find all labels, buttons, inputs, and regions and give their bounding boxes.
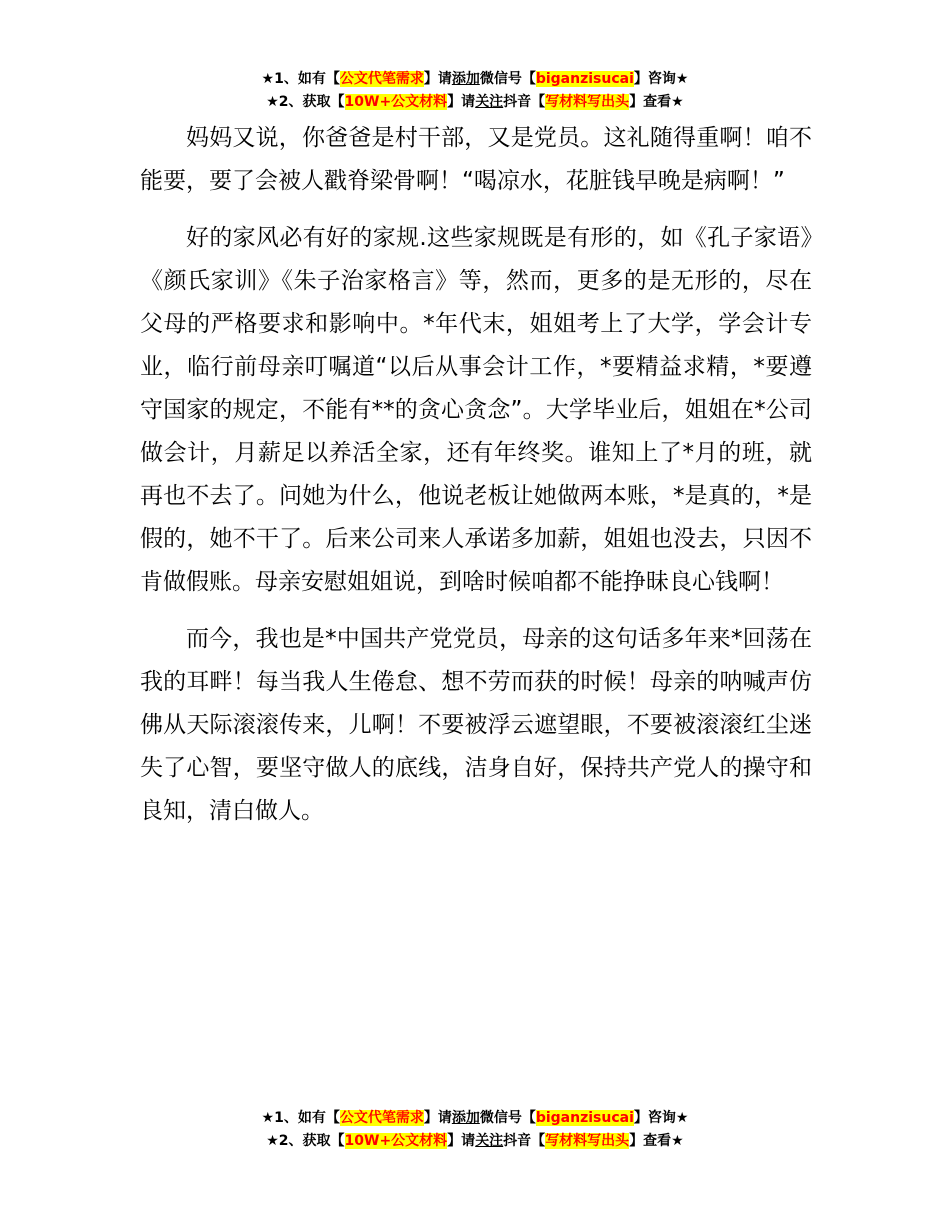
banner-highlight: 写材料写出头 (545, 1133, 630, 1149)
banner-underlined-text: 添加 (451, 1110, 480, 1126)
banner-text: 微信号【 (479, 1110, 536, 1126)
banner-text: 】请 (447, 1133, 476, 1149)
banner-text: 抖音【 (503, 1133, 546, 1149)
paragraph-3: 而今，我也是*中国共产党党员，母亲的这句话多年来*回荡在我的耳畔！每当我人生倦怠、想不劳而获的时候！母亲的呐喊声仿佛从天际滚滚传来，儿啊！不要被浮云遮望眼，不要被滚滚红尘迷失了心智，要坚守做人的底线，洁身自好，保持共产党人的操守和良知，清白做人。 (140, 626, 812, 824)
banner-highlight: 10W+公文材料 (344, 94, 448, 110)
footer-banner (0, 1107, 950, 1153)
document-body (140, 117, 812, 847)
banner-highlight: 10W+公文材料 (344, 1133, 448, 1149)
banner-line-2 (0, 91, 950, 114)
banner-underlined-text: 关注 (475, 94, 504, 110)
banner-text: 】查看★ (629, 94, 684, 110)
banner-text: 】请 (423, 1110, 452, 1126)
paragraph-1: 妈妈又说，你爸爸是村干部，又是党员。这礼随得重啊！咱不能要，要了会被人戳脊梁骨啊！“喝凉水，花脏钱早晚是病啊！” (140, 125, 812, 194)
banner-text: 】查看★ (629, 1133, 684, 1149)
banner-highlight: biganzisucai (535, 71, 634, 87)
banner-highlight: 公文代笔需求 (339, 71, 424, 87)
header-banner (0, 68, 950, 114)
banner-highlight: 写材料写出头 (545, 94, 630, 110)
paragraph-2: 好的家风必有好的家规.这些家规既是有形的，如《孔子家语》《颜氏家训》《朱子治家格言》等，然而，更多的是无形的，尽在父母的严格要求和影响中。*年代末，姐姐考上了大学，学会计专业，临行前母亲叮嘱道“以后从事会计工作，*要精益求精，*要遵守国家的规定，不能有**的贪心贪念”。大学毕业后，姐姐在*公司做会计，月薪足以养活全家，还有年终奖。谁知上了*月的班，就再也不去了。问她为什么，他说老板让她做两本账，*是真的，*是假的，她不干了。后来公司来人承诺多加薪，姐姐也没去，只因不肯做假账。母亲安慰姐姐说，到啥时候咱都不能挣昧良心钱啊！ (140, 225, 812, 595)
banner-text: ★1、如有【 (261, 71, 340, 87)
banner-text: 】请 (447, 94, 476, 110)
banner-underlined-text: 添加 (451, 71, 480, 87)
banner-highlight: biganzisucai (535, 1110, 634, 1126)
banner-text: 微信号【 (479, 71, 536, 87)
banner-underlined-text: 关注 (475, 1133, 504, 1149)
banner-line-2 (0, 1130, 950, 1153)
banner-text: 抖音【 (503, 94, 546, 110)
banner-text: ★2、获取【 (266, 1133, 345, 1149)
banner-text: 】咨询★ (633, 1110, 689, 1126)
banner-line-1 (0, 68, 950, 91)
banner-text: ★2、获取【 (266, 94, 345, 110)
banner-line-1 (0, 1107, 950, 1130)
banner-text: 】请 (423, 71, 452, 87)
banner-text: 】咨询★ (633, 71, 689, 87)
banner-highlight: 公文代笔需求 (339, 1110, 424, 1126)
banner-text: ★1、如有【 (261, 1110, 340, 1126)
